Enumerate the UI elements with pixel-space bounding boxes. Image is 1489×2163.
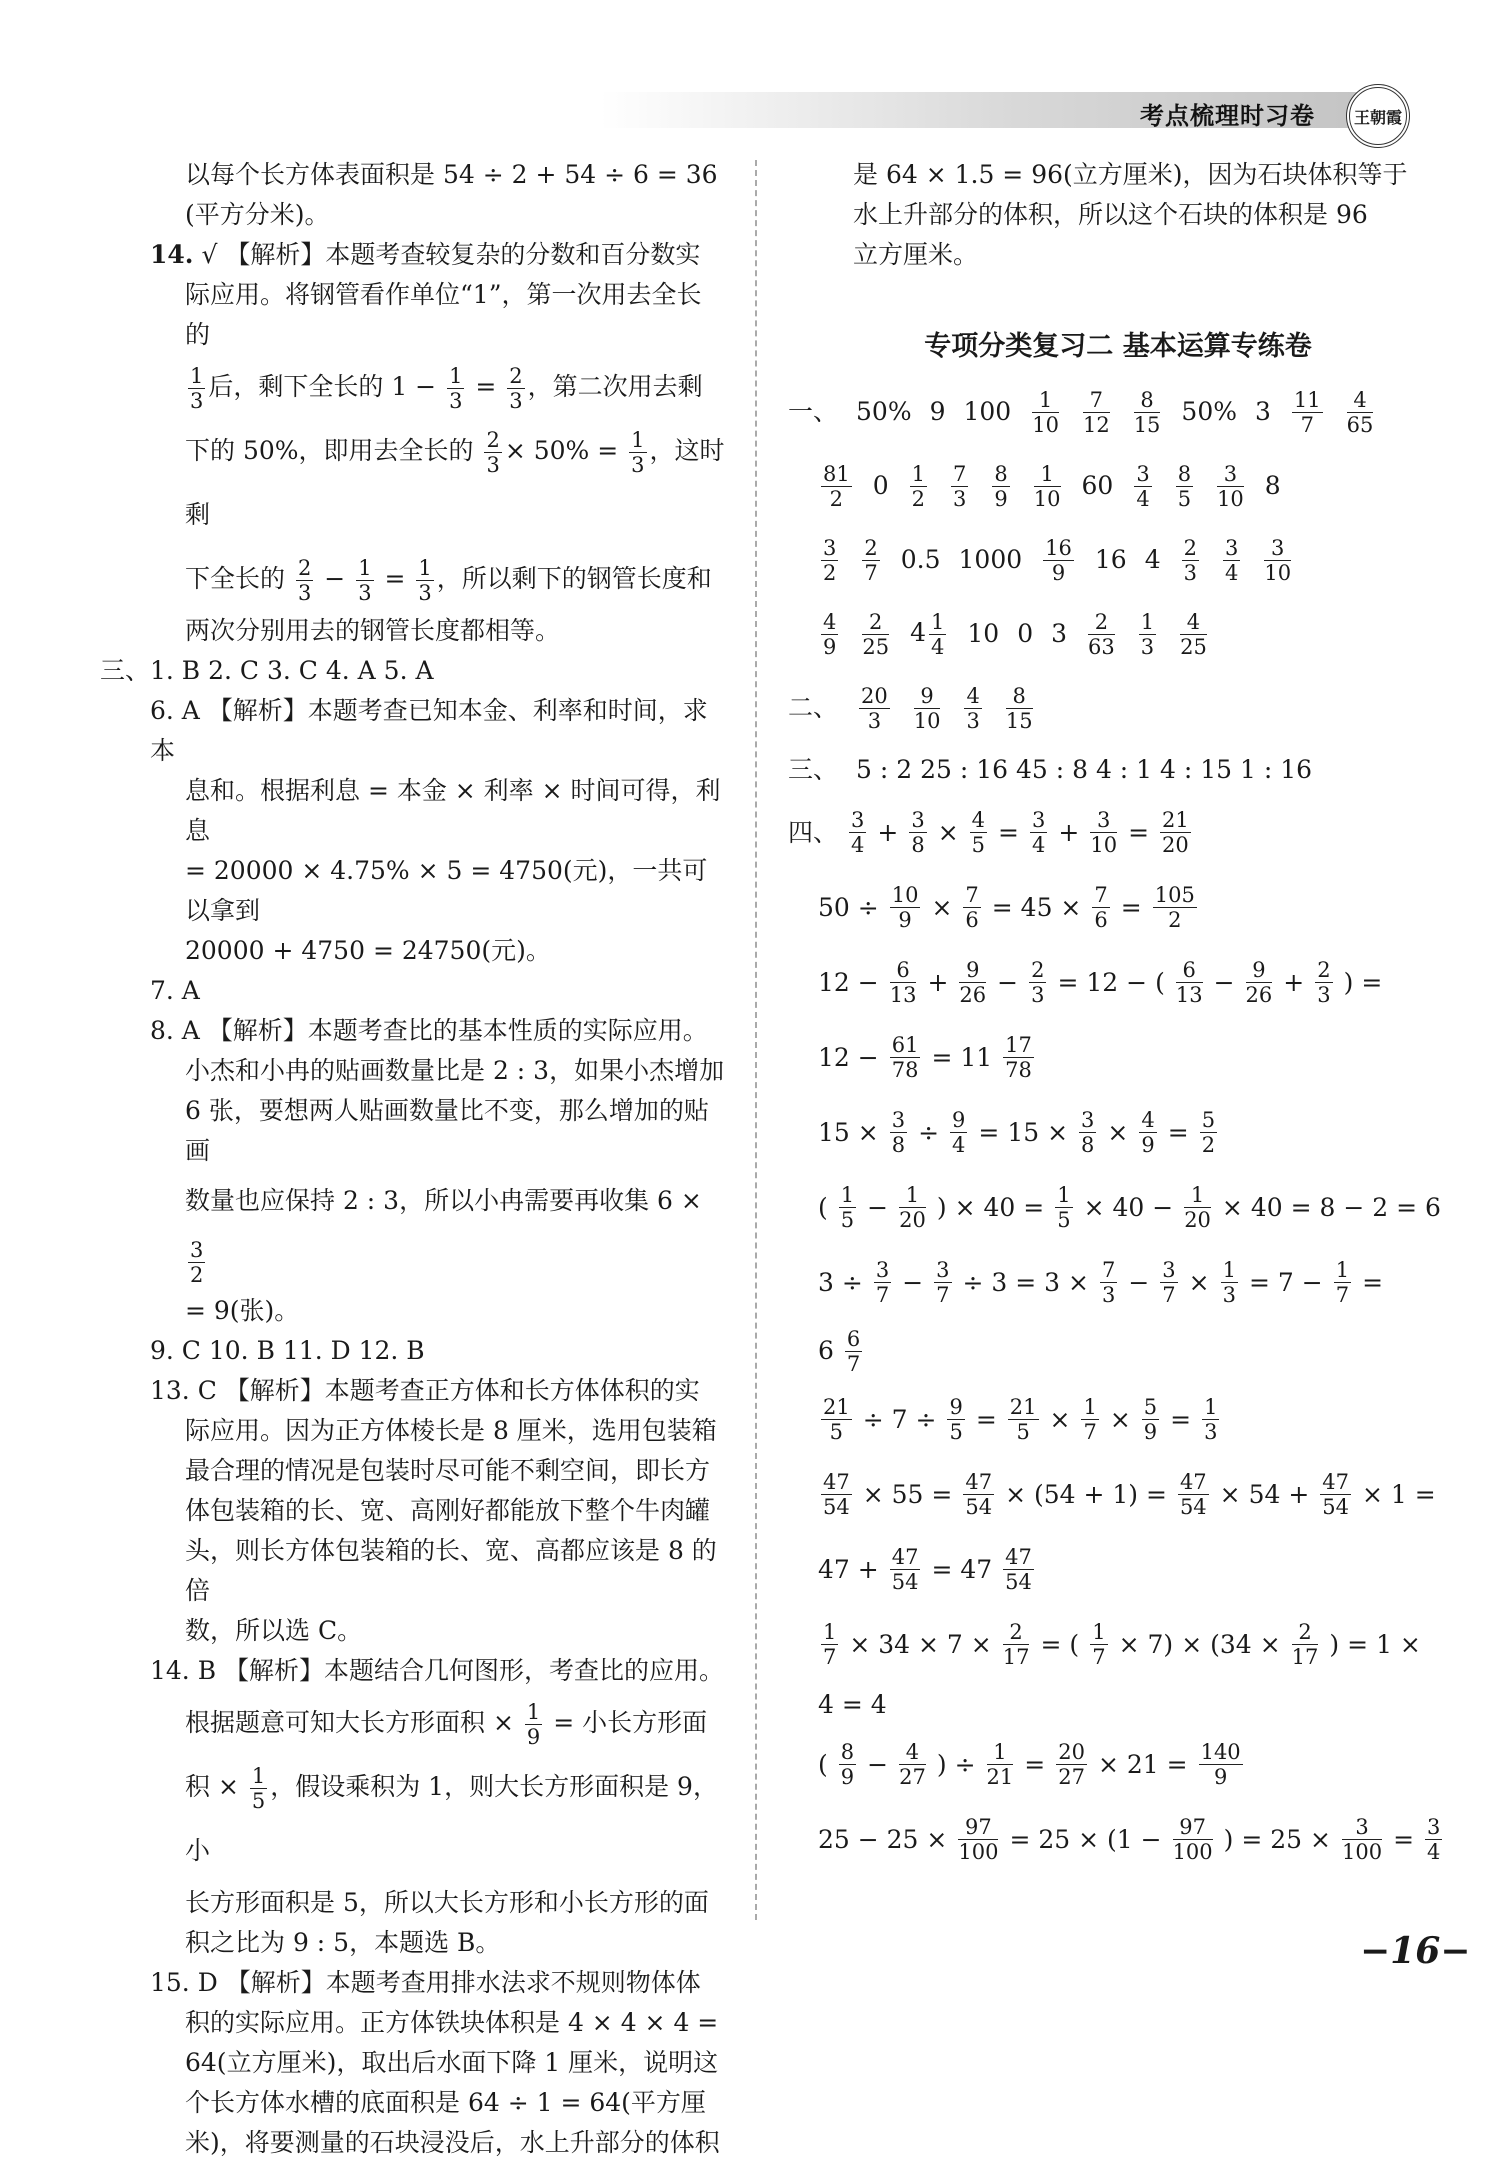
equation: 4 = 4 (818, 1689, 887, 1719)
text-line: 20000 + 4750 = 24750(元)。 (185, 936, 551, 965)
answer-14a: 14. √ 【解析】本题考查较复杂的分数和百分数实 (150, 240, 701, 269)
text-line: 6 张，要想两人贴画数量比不变，那么增加的贴画 (185, 1096, 709, 1165)
text-line: 水上升部分的体积，所以这个石块的体积是 96 (853, 200, 1368, 229)
text-line: 7. A (150, 976, 200, 1005)
text-line: 头，则长方体包装箱的长、宽、高都应该是 8 的倍 (185, 1536, 717, 1605)
text-line: 长方形面积是 5，所以大长方形和小长方形的面 (185, 1888, 709, 1917)
text-line: 积的实际应用。正方体铁块体积是 4 × 4 × 4 = (185, 2008, 719, 2037)
text-line: 两次分别用去的钢管长度都相等。 (185, 616, 561, 645)
text-line: 小杰和小冉的贴画数量比是 2 : 3，如果小杰增加 (185, 1056, 725, 1085)
section-3-row: 三、 5 : 2 25 : 16 45 : 8 4 : 1 4 : 15 1 : 16 (788, 755, 1313, 784)
equation: 47 + $\frac{47}{54}$ = 47 47 54 (818, 1545, 1032, 1594)
text-line: 积 × $\frac{1}{5}$ ，假设乘积为 1，则大长方形面积是 9，小 (185, 1764, 718, 1865)
text-line: $\frac{1}{3}$ 后，剩下全长的 1 − $\frac{1}{3}$ = $\frac{2}{3}$ ，第二次用去剩 (190, 364, 703, 413)
section-1-row: 81 2 0 1 2 7 3 8 9 1 10 60 3 4 8 5 3 10 8 (823, 461, 1281, 511)
section-title: 专项分类复习二 基本运算专练卷 (924, 331, 1312, 362)
text-line: 个长方体水槽的底面积是 64 ÷ 1 = 64(平方厘 (185, 2088, 706, 2117)
text-line: = 20000 × 4.75% × 5 = 4750(元)，一共可以拿到 (185, 856, 708, 925)
text-line: 6. A 【解析】本题考查已知本金、利率和时间，求本 (150, 696, 708, 765)
text-line: 下的 50%，即用去全长的 $\frac{2}{3}$ × 50% = $\frac{1}{3}$ ，这时剩 (185, 428, 725, 529)
text-line: = 9(张)。 (185, 1296, 300, 1325)
text-line: 体包装箱的长、宽、高刚好都能放下整个牛肉罐 (185, 1496, 711, 1525)
text-line: 际应用。将钢管看作单位“1”，第一次用去全长的 (185, 280, 702, 349)
text-line: 以每个长方体表面积是 54 ÷ 2 + 54 ÷ 6 = 36 (185, 160, 718, 189)
equation: 12 − $\frac{61}{78}$ = 11 17 78 (818, 1033, 1032, 1082)
text-line: 是 64 × 1.5 = 96(立方厘米)，因为石块体积等于 (853, 160, 1408, 189)
header-title: 考点梳理时习卷 (1140, 102, 1315, 130)
equation: ( 1 5 − $\frac{1}{20}$ ) × 40 = $\frac{1}{5}$ × 40 − $\frac{1}{20}$ × 40 = 8 − 2 = 6 (818, 1183, 1441, 1232)
text-line: 积之比为 9 : 5，本题选 B。 (185, 1928, 501, 1957)
text-line: 立方厘米。 (853, 240, 979, 269)
equation: 四、 3 4 + $\frac{3}{8}$ × $\frac{4}{5}$ = $\frac{3}{4}$ + $\frac{3}{10}$ = $\frac{21}{20}$ (788, 808, 1189, 857)
section-2-row: 二、 20 3 9 10 4 3 8 15 (788, 683, 1033, 733)
text-line: 下全长的 $\frac{2}{3}$ − $\frac{1}{3}$ = $\frac{1}{3}$ ，所以剩下的钢管长度和 (185, 556, 712, 605)
text-line: 数，所以选 C。 (185, 1616, 363, 1645)
section-1-row: 3 2 2 7 0.5 1000 16 9 16 4 2 3 3 4 3 10 (823, 535, 1292, 585)
text-line: 米)，将要测量的石块浸没后，水上升部分的体积 (185, 2128, 720, 2157)
equation: 50 ÷ $\frac{10}{9}$ × $\frac{7}{6}$ = 45 × $\frac{7}{6}$ = $\frac{105}{2}$ (818, 883, 1195, 932)
text-line: 13. C 【解析】本题考查正方体和长方体体积的实 (150, 1376, 700, 1405)
text-line: 64(立方厘米)，取出后水面下降 1 厘米，说明这 (185, 2048, 719, 2077)
text-line: 际应用。因为正方体棱长是 8 厘米，选用包装箱 (185, 1416, 717, 1445)
text-line: 8. A 【解析】本题考查比的基本性质的实际应用。 (150, 1016, 708, 1045)
equation: 3 ÷ $\frac{3}{7}$ − $\frac{3}{7}$ ÷ 3 = 3 × $\frac{7}{3}$ − $\frac{3}{7}$ × $\frac{1}{3}$ = 7 − $\frac{1}{7}$ = (818, 1258, 1384, 1307)
equation: ( 8 9 − $\frac{4}{27}$ ) ÷ $\frac{1}{21}$ = $\frac{20}{27}$ × 21 = $\frac{140}{9}$ (818, 1740, 1241, 1789)
text-line: 15. D 【解析】本题考查用排水法求不规则物体体 (150, 1968, 701, 1997)
equation: $\frac{1}{7}$ × 34 × 7 × $\frac{2}{17}$ = ( $\frac{1}{7}$ × 7) × (34 × $\frac{2}{17}$ ) = 1 × (823, 1620, 1421, 1669)
right-column (788, 155, 1441, 1877)
text-line: 数量也应保持 2 : 3，所以小冉需要再收集 6 × $\frac{3}{2}$ (185, 1186, 702, 1287)
text-line: 14. B 【解析】本题结合几何图形，考查比的应用。 (150, 1656, 725, 1685)
left-column (100, 155, 725, 2163)
publisher-badge: 王朝霞 (1346, 84, 1410, 148)
page-number: −16− (1360, 1930, 1471, 1972)
text-line: 息和。根据利息 = 本金 × 利率 × 时间可得，利息 (185, 776, 721, 845)
column-divider (755, 160, 757, 1920)
equation: 12 − $\frac{6}{13}$ + $\frac{9}{26}$ − $\frac{2}{3}$ = 12 − ( $\frac{6}{13}$ − $\frac{9}{26}$ + $\frac{2}{3}$ ) = (818, 958, 1383, 1007)
text-line: (平方分米)。 (185, 200, 330, 229)
equation: $\frac{21}{5}$ ÷ 7 ÷ $\frac{9}{5}$ = $\frac{21}{5}$ × $\frac{1}{7}$ × $\frac{5}{9}$ = $\frac{1}{3}$ (823, 1395, 1218, 1444)
section-1-row: 4 9 2 25 4 $\frac{1}{4}$ 10 0 3 2 63 1 3 4 25 (823, 609, 1207, 659)
text-line: 最合理的情况是包装时尽可能不剩空间，即长方 (185, 1456, 711, 1485)
equation: 15 × $\frac{3}{8}$ ÷ $\frac{9}{4}$ = 15 × $\frac{3}{8}$ × $\frac{4}{9}$ = $\frac{5}{2}$ (818, 1108, 1216, 1157)
equation: $\frac{47}{54}$ × 55 = $\frac{47}{54}$ × (54 + 1) = $\frac{47}{54}$ × 54 + $\frac{47}{54}$ × 1 = (823, 1470, 1436, 1519)
section-1-row: 一、 50% 9 100 1 10 7 12 8 15 50% 3 11 7 4 65 (788, 387, 1374, 437)
text-line: 根据题意可知大长方形面积 × $\frac{1}{9}$ = 小长方形面 (185, 1700, 708, 1749)
text-line: 9. C 10. B 11. D 12. B (150, 1336, 425, 1365)
section-3-answers: 三、1. B 2. C 3. C 4. A 5. A (100, 656, 434, 685)
equation: 6 6 7 (818, 1326, 861, 1376)
equation: 25 − 25 × $\frac{97}{100}$ = 25 × (1 − $\frac{97}{100}$ ) = 25 × $\frac{3}{100}$ = $\frac{3}{4}$ (818, 1815, 1441, 1864)
